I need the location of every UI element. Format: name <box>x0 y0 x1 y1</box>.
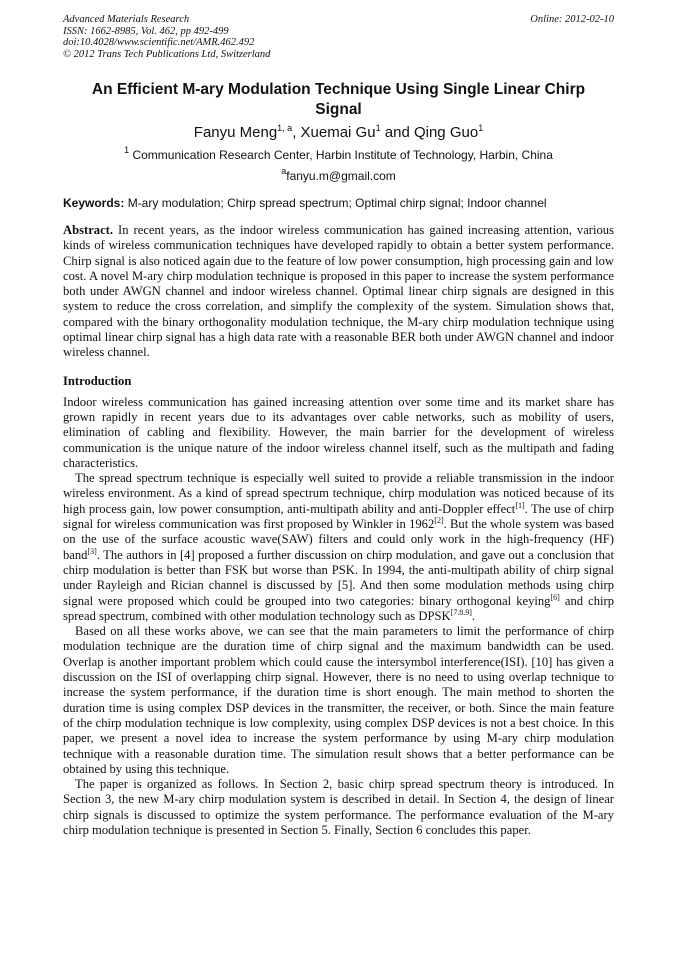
citation-ref[interactable]: [3] <box>87 546 97 556</box>
abstract-label: Abstract. <box>63 223 114 237</box>
citation-ref[interactable]: [6] <box>550 592 560 602</box>
email-mark: a <box>281 166 287 176</box>
affiliation-mark: 1 <box>124 145 130 155</box>
affiliation-text: Communication Research Center, Harbin Institute of Technology, Harbin, China <box>129 148 553 162</box>
author-affiliation-mark: 1, a <box>277 123 293 133</box>
copyright-line: © 2012 Trans Tech Publications Ltd, Switzerland <box>63 48 271 60</box>
author-affiliation-mark: 1 <box>478 123 484 133</box>
issn-line: ISSN: 1662-8985, Vol. 462, pp 492-499 <box>63 25 229 37</box>
paragraph-text: . The authors in [4] proposed a further discussion on chirp modulation, and gave out a conclusion that chirp modulation is better than FSK but worse than PSK. In 1994, the anti-multipath ability of chirp signal under Rayleigh and Rician channel is discussed by [5]. And then some modulation methods using chirp signal were proposed which could be grouped into two categories: binary orthogonal keying <box>63 547 614 608</box>
author-separator: , <box>292 124 301 141</box>
section-heading-introduction: Introduction <box>63 373 132 388</box>
abstract <box>63 223 614 361</box>
paragraph-text: The spread spectrum technique is especially well suited to provide a reliable transmission in the indoor wireless environment. As a kind of spread spectrum technique, chirp modulation was noticed because of its high process gain, low power consumption, anti-multipath ability and anti-Doppler effect <box>63 471 614 516</box>
paragraph-text: . The use of chirp signal for wireless communication was first proposed by Winkler in 1962 <box>63 501 614 532</box>
affiliation <box>63 145 614 163</box>
paper-title: An Efficient M-ary Modulation Technique Using Single Linear Chirp Signal <box>91 81 586 118</box>
journal-header <box>63 14 614 60</box>
keywords <box>63 196 614 211</box>
author-affiliation-mark: 1 <box>375 123 381 133</box>
paragraph-text: and chirp spread spectrum, combined with other modulation technology such as DPSK <box>63 593 615 623</box>
intro-paragraph-3: Based on all these works above, we can see that the main parameters to limit the performance of chirp modulation technique are the duration time of chirp signal and the maximum bandwidth can be used. Overlap is another important problem which could cause the intersymbol interference(ISI). [10] has given a discussion on the ISI of overlapping chirp signal. However, there is no need to using overlap technique to increase the system performance, if the duration time is short enough. The main method to shorten the duration time is using complex DSP devices in the transmitter, the receiver, or both. Since the main feature of the chirp modulation technique is low complexity, using complex DSP devices is not a best choice. In this paper, we present a novel idea to increase the system performance by using M-ary chirp modulation technique with a reasonable duration time. The simulation result shows that a better performance can be obtained by using this technique. <box>63 624 614 776</box>
paragraph-text: . But the whole system was based on the use of the surface acoustic wave(SAW) filters and could only work in the high-frequency (HF) band <box>63 517 615 562</box>
author-name: Fanyu Meng <box>193 124 278 141</box>
intro-paragraph-2 <box>63 471 614 624</box>
paper-page <box>63 14 614 838</box>
citation-ref[interactable]: [7.8.9] <box>450 607 472 617</box>
citation-ref[interactable]: [1] <box>515 500 525 510</box>
online-date: Online: 2012-02-10 <box>530 14 614 25</box>
keywords-text: M-ary modulation; Chirp spread spectrum; Optimal chirp signal; Indoor channel <box>124 196 547 210</box>
abstract-text: In recent years, as the indoor wireless communication has gained increasing attention, various kinds of wireless communication techniques have developed rapidly to obtain a better system performance. Chirp signal is also noticed again due to the feature of low power consumption, high processing gain and low cost. A novel M-ary chirp modulation technique is proposed in this paper to increase the system performance both under AWGN channel and indoor wireless channel. Optimal linear chirp signals are designed in this system to reduce the cross correlation, and simplify the complexity of the system. Simulation shows that, compared with the binary orthogonality modulation technique, the M-ary chirp modulation technique using optimal linear chirp signal has a high data rate with a reasonable BER both under AWGN channel and indoor wireless channel. <box>63 223 614 360</box>
journal-name: Advanced Materials Research <box>63 14 190 25</box>
citation-ref[interactable]: [2] <box>434 516 444 526</box>
email-address[interactable]: fanyu.m@gmail.com <box>286 169 396 183</box>
keywords-label: Keywords: <box>63 196 125 210</box>
paragraph-text: . <box>471 608 476 623</box>
author-name: Xuemai Gu <box>300 124 376 141</box>
author-separator: and <box>380 124 414 141</box>
author-list <box>63 123 614 143</box>
intro-paragraph-4: The paper is organized as follows. In Section 2, basic chirp spread spectrum theory is introduced. In Section 3, the new M-ary chirp modulation system is described in detail. In Section 4, the design of linear chirp signals is discussed to optimize the system performance. The performance evaluation of the M-ary chirp modulation technique is presented in Section 5. Finally, Section 6 concludes this paper. <box>63 777 614 837</box>
author-email <box>63 166 614 184</box>
intro-paragraph-1: Indoor wireless communication has gained increasing attention over some time and its market share has grown rapidly in recent years due to its advantages over cable networks, such as mobility of users, elimination of cabling and flexibility. However, the main barrier for the development of wireless communication is the unique nature of the indoor wireless channel itself, such as the multipath and fading characteristics. <box>63 394 614 470</box>
doi-line: doi:10.4028/www.scientific.net/AMR.462.492 <box>63 37 255 48</box>
author-name: Qing Guo <box>413 124 479 141</box>
